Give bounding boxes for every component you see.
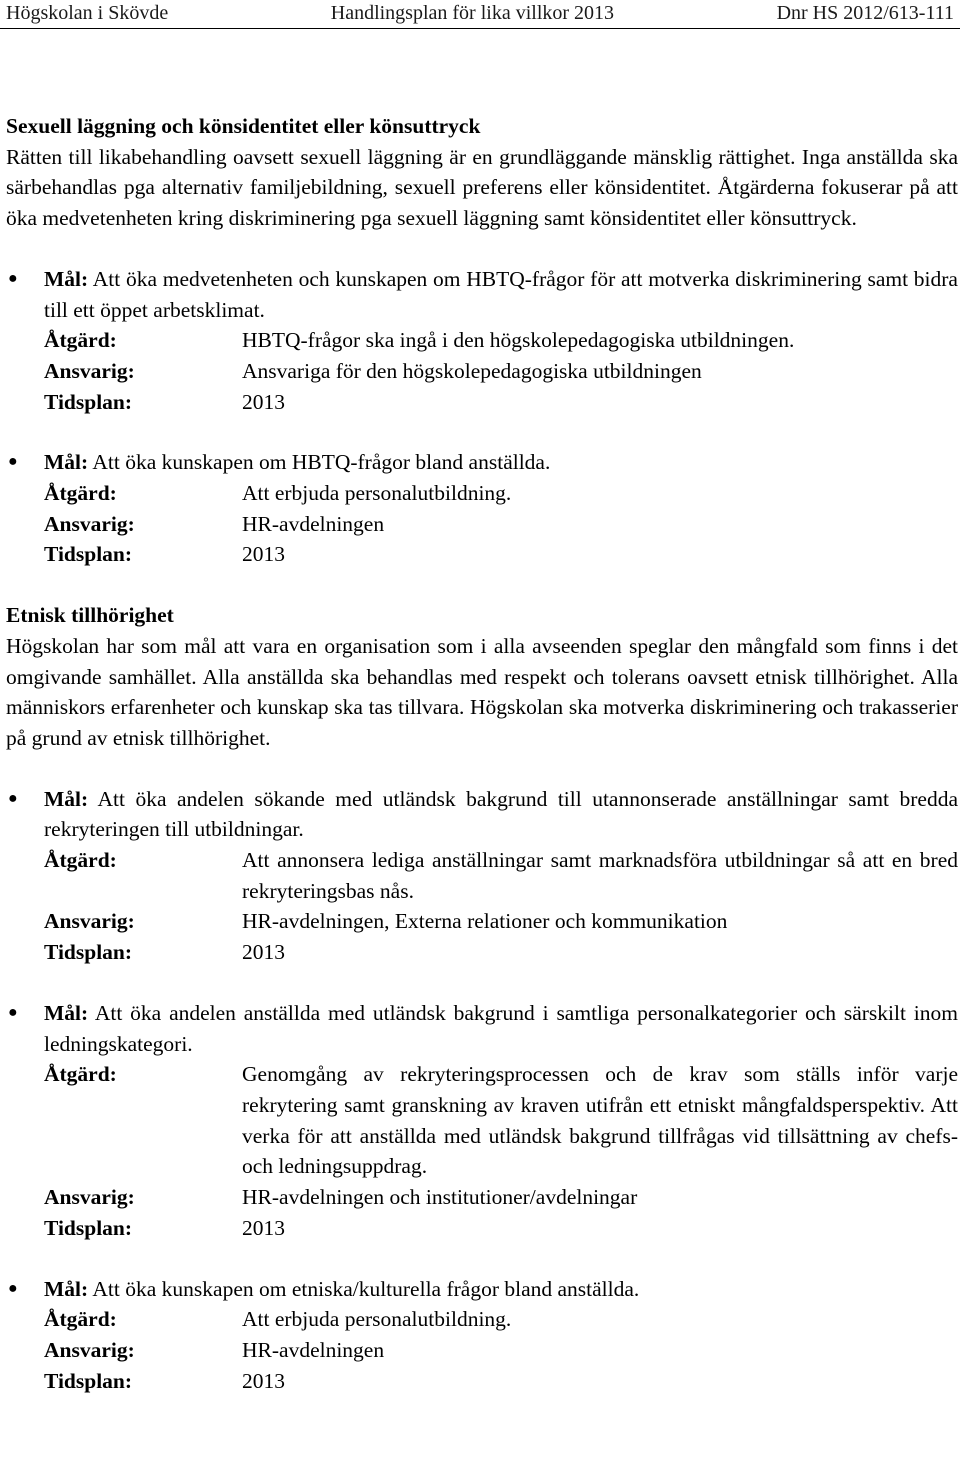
section-heading: Sexuell läggning och könsidentitet eller könsuttryck bbox=[6, 114, 481, 138]
action-value: Att erbjuda personalutbildning. bbox=[242, 1307, 512, 1332]
goal-item bbox=[6, 1274, 958, 1397]
goal-text: Att öka andelen sökande med utländsk bakgrund till utannonserade anställningar samt bredda rekryteringen till utbildningar. bbox=[44, 786, 958, 842]
responsible-label: Ansvarig: bbox=[44, 909, 135, 934]
action-value: Genomgång av rekryteringsprocessen och de krav som ställs inför varje rekrytering samt granskning av kraven utifrån ett etniskt mångfaldsperspektiv. Att verka för att anställda med utländsk bakgrund tillfrågas vid tillsättning av chefs- och ledningsuppdrag. bbox=[242, 1062, 958, 1179]
responsible-value: HR-avdelningen bbox=[242, 1337, 385, 1362]
header-registration-number: Dnr HS 2012/613-111 bbox=[776, 1, 954, 24]
schedule-value: 2013 bbox=[242, 940, 285, 965]
goal-text: Att öka kunskapen om etniska/kulturella frågor bland anställda. bbox=[92, 1276, 640, 1301]
goal-label: Mål: bbox=[44, 450, 89, 475]
schedule-value: 2013 bbox=[242, 389, 285, 414]
responsible-value: HR-avdelningen och institutioner/avdelningar bbox=[242, 1185, 638, 1210]
goal-text: Att öka andelen anställda med utländsk bakgrund i samtliga personalkategorier och särskilt inom ledningskategori. bbox=[44, 1000, 958, 1056]
action-label: Åtgärd: bbox=[44, 1307, 117, 1332]
section-heading: Etnisk tillhörighet bbox=[6, 603, 174, 628]
action-label: Åtgärd: bbox=[44, 481, 117, 506]
responsible-value: HR-avdelningen, Externa relationer och kommunikation bbox=[242, 909, 728, 934]
header-divider bbox=[0, 28, 960, 29]
header-institution: Högskolan i Skövde bbox=[6, 1, 169, 24]
schedule-row bbox=[44, 1366, 958, 1397]
responsible-row bbox=[44, 906, 958, 937]
schedule-row bbox=[44, 387, 958, 418]
action-label: Åtgärd: bbox=[44, 328, 117, 353]
responsible-row bbox=[44, 1182, 958, 1213]
schedule-label: Tidsplan: bbox=[44, 542, 133, 567]
bullet-icon: ● bbox=[8, 1279, 18, 1297]
action-row bbox=[44, 1059, 958, 1182]
action-row bbox=[44, 845, 958, 906]
goal-label: Mål: bbox=[44, 266, 89, 291]
bullet-icon: ● bbox=[8, 453, 18, 471]
schedule-label: Tidsplan: bbox=[44, 940, 133, 965]
action-value: Att erbjuda personalutbildning. bbox=[242, 481, 512, 506]
schedule-row bbox=[44, 937, 958, 968]
schedule-label: Tidsplan: bbox=[44, 1368, 133, 1393]
goal-text: Att öka kunskapen om HBTQ-frågor bland anställda. bbox=[92, 450, 551, 475]
goal-item bbox=[6, 998, 958, 1244]
action-row bbox=[44, 325, 958, 356]
responsible-row bbox=[44, 509, 958, 540]
responsible-label: Ansvarig: bbox=[44, 358, 135, 383]
goal-item bbox=[6, 784, 958, 968]
header-document-title: Handlingsplan för lika villkor 2013 bbox=[330, 1, 615, 24]
responsible-value: HR-avdelningen bbox=[242, 511, 385, 536]
goal-label: Mål: bbox=[44, 1000, 89, 1025]
action-label: Åtgärd: bbox=[44, 848, 117, 873]
goal-label: Mål: bbox=[44, 1276, 89, 1301]
responsible-label: Ansvarig: bbox=[44, 1337, 135, 1362]
schedule-label: Tidsplan: bbox=[44, 1215, 133, 1240]
action-label: Åtgärd: bbox=[44, 1062, 117, 1087]
document-body bbox=[6, 111, 958, 1396]
section-ethnicity bbox=[6, 600, 958, 1396]
goal-item bbox=[6, 264, 958, 418]
bullet-icon: ● bbox=[8, 269, 18, 287]
bullet-icon: ● bbox=[8, 789, 18, 807]
responsible-row bbox=[44, 1335, 958, 1366]
schedule-value: 2013 bbox=[242, 1215, 285, 1240]
section-paragraph: Högskolan har som mål att vara en organisation som i alla avseenden speglar den mångfald som finns i det omgivande samhället. Alla anställda ska behandlas med respekt och tolerans oavsett etnisk tillhörighet. Alla människors erfarenheter och kunskap ska tas tillvara. Högskolan ska motverka diskriminering och trakasserier på grund av etnisk tillhörighet. bbox=[6, 633, 958, 750]
schedule-value: 2013 bbox=[242, 1368, 285, 1393]
goal-label: Mål: bbox=[44, 786, 89, 811]
page-header bbox=[6, 0, 954, 26]
section-sexual-orientation bbox=[6, 111, 958, 570]
action-row bbox=[44, 478, 958, 509]
goal-text: Att öka medvetenheten och kunskapen om HBTQ-frågor för att motverka diskriminering samt bidra till ett öppet arbetsklimat. bbox=[44, 266, 958, 322]
goal-item bbox=[6, 447, 958, 570]
schedule-value: 2013 bbox=[242, 542, 285, 567]
schedule-row bbox=[44, 539, 958, 570]
bullet-icon: ● bbox=[8, 1003, 18, 1021]
action-value: Att annonsera lediga anställningar samt marknadsföra utbildningar så att en bred rekryteringsbas nås. bbox=[242, 848, 958, 903]
responsible-label: Ansvarig: bbox=[44, 1185, 135, 1210]
responsible-label: Ansvarig: bbox=[44, 511, 135, 536]
schedule-row bbox=[44, 1213, 958, 1244]
responsible-value: Ansvariga för den högskolepedagogiska utbildningen bbox=[242, 358, 702, 383]
schedule-label: Tidsplan: bbox=[44, 389, 133, 414]
action-value: HBTQ-frågor ska ingå i den högskolepedagogiska utbildningen. bbox=[242, 328, 795, 353]
action-row bbox=[44, 1304, 958, 1335]
section-paragraph: Rätten till likabehandling oavsett sexuell läggning är en grundläggande mänsklig rättighet. Inga anställda ska särbehandlas pga alternativ familjebildning, sexuell preferens eller könsidentitet. Åtgärderna fokuserar på att öka medvetenheten kring diskriminering pga sexuell läggning samt könsidentitet eller könsuttryck. bbox=[6, 144, 958, 231]
responsible-row bbox=[44, 356, 958, 387]
